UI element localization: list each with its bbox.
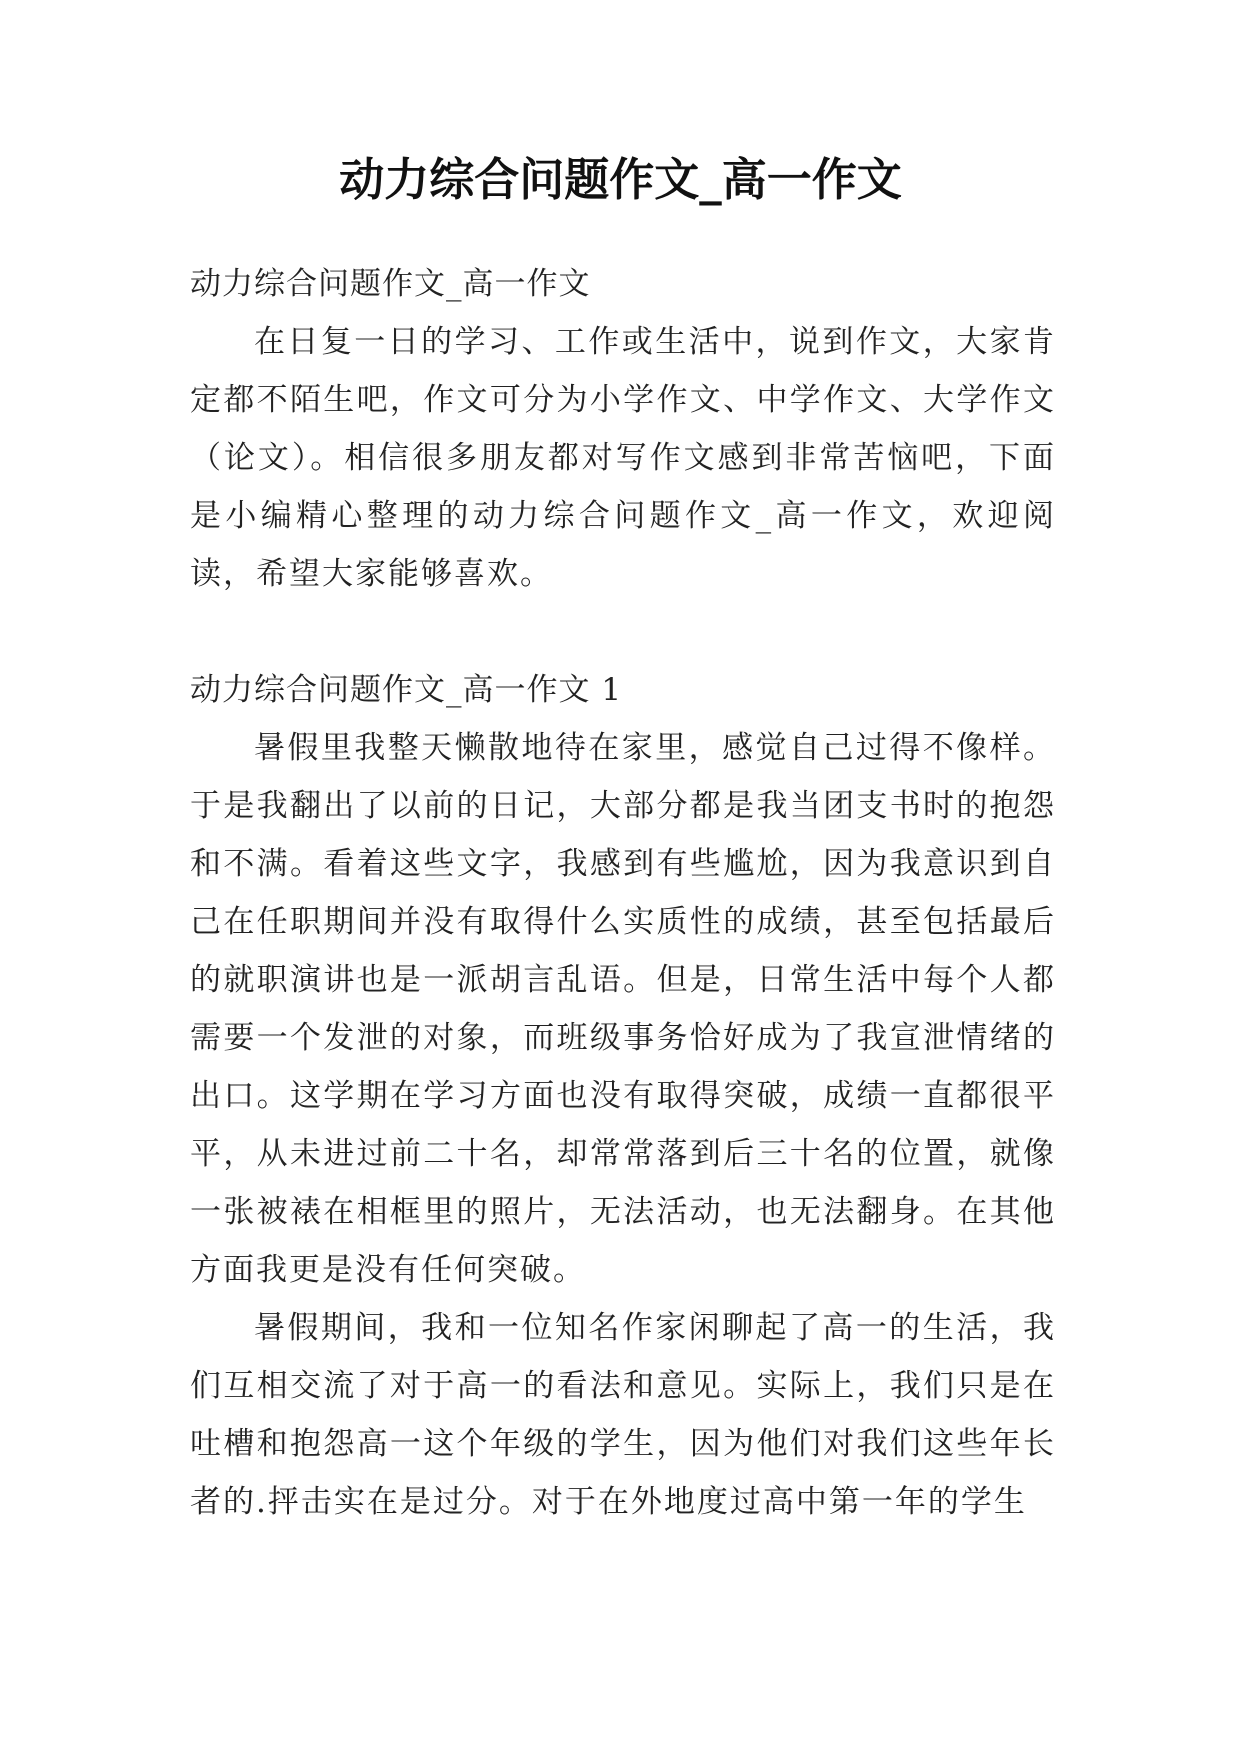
intro-paragraph: 在日复一日的学习、工作或生活中，说到作文，大家肯定都不陌生吧，作文可分为小学作文、中学作文、大学作文（论文）。相信很多朋友都对写作文感到非常苦恼吧，下面是小编精心整理的动力综合问题作文_高一作文，欢迎阅读，希望大家能够喜欢。 [190, 324, 1056, 592]
intro-heading: 动力综合问题作文_高一作文 [190, 266, 591, 302]
section1-paragraph-2: 暑假期间，我和一位知名作家闲聊起了高一的生活，我们互相交流了对于高一的看法和意见。实际上，我们只是在吐槽和抱怨高一这个年级的学生，因为他们对我们这些年长者的.抨击实在是过分。对于在外地度过高中第一年的学生 [190, 1310, 1056, 1520]
section1-paragraph-1: 暑假里我整天懒散地待在家里，感觉自己过得不像样。于是我翻出了以前的日记，大部分都是我当团支书时的抱怨和不满。看着这些文字，我感到有些尴尬，因为我意识到自己在任职期间并没有取得什么实质性的成绩，甚至包括最后的就职演讲也是一派胡言乱语。但是，日常生活中每个人都需要一个发泄的对象，而班级事务恰好成为了我宣泄情绪的出口。这学期在学习方面也没有取得突破，成绩一直都很平平，从未进过前二十名，却常常落到后三十名的位置，就像一张被裱在相框里的照片，无法活动，也无法翻身。在其他方面我更是没有任何突破。 [190, 730, 1056, 1288]
section1-heading: 动力综合问题作文_高一作文 1 [190, 672, 623, 708]
section-spacer [190, 603, 1056, 661]
document-title: 动力综合问题作文_高一作文 [339, 153, 902, 206]
document-body [190, 255, 1056, 1531]
